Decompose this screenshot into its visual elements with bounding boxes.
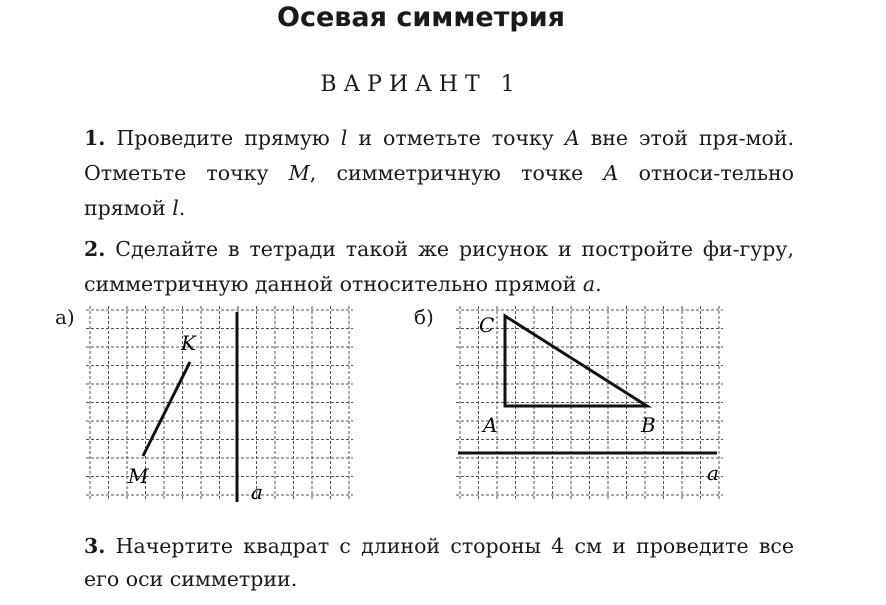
task-3-text-1: Начертите квадрат с длиной стороны 4 см и проведите все его оси симметрии.	[84, 534, 794, 591]
figure-a-point-k: K	[181, 331, 196, 355]
figure-a-grid	[86, 306, 353, 499]
task-1-var-4: A	[603, 161, 619, 185]
task-1-var-3: M	[288, 161, 310, 185]
figure-b	[455, 300, 735, 520]
figure-a-point-m: M	[128, 464, 149, 488]
figure-b-point-a: A	[483, 413, 498, 437]
task-1-text-4: , симметричную точке	[309, 161, 604, 185]
task-1	[84, 121, 794, 226]
task-2-number: 2.	[84, 237, 106, 261]
figure-b-triangle-abc	[505, 316, 647, 406]
figure-a	[82, 300, 382, 520]
task-1-var-1: l	[340, 126, 348, 150]
task-1-text-2: и отметьте точку	[347, 126, 565, 150]
task-3	[84, 530, 794, 596]
task-1-text-5: относи-тельно прямой	[84, 161, 794, 220]
task-1-var-5: l	[172, 196, 179, 220]
task-2-var-1: a	[582, 272, 596, 296]
task-2-text-2: .	[595, 272, 602, 296]
task-1-text-3: вне этой пря-мой. Отметьте точку	[84, 126, 795, 185]
figure-b-point-c: C	[479, 313, 495, 337]
task-2	[84, 232, 794, 302]
task-1-text-1: Проведите прямую	[105, 126, 341, 150]
figure-b-label: б)	[414, 305, 434, 329]
figure-b-point-b: B	[641, 413, 656, 437]
task-1-number: 1.	[84, 126, 106, 150]
figure-a-line-label: a	[251, 480, 263, 504]
figure-b-grid	[456, 306, 723, 499]
task-3-number: 3.	[84, 534, 106, 558]
task-1-var-2: A	[564, 126, 580, 150]
task-1-text-6: .	[178, 196, 186, 220]
figure-a-label: а)	[55, 305, 75, 329]
page-title: Осевая симметрия	[277, 2, 565, 33]
task-2-text-1: Сделайте в тетради такой же рисунок и постройте фи-гуру, симметричную данной относительно прямой	[84, 237, 794, 296]
variant-heading: ВАРИАНТ 1	[320, 72, 522, 97]
figure-b-line-label: a	[707, 461, 719, 485]
